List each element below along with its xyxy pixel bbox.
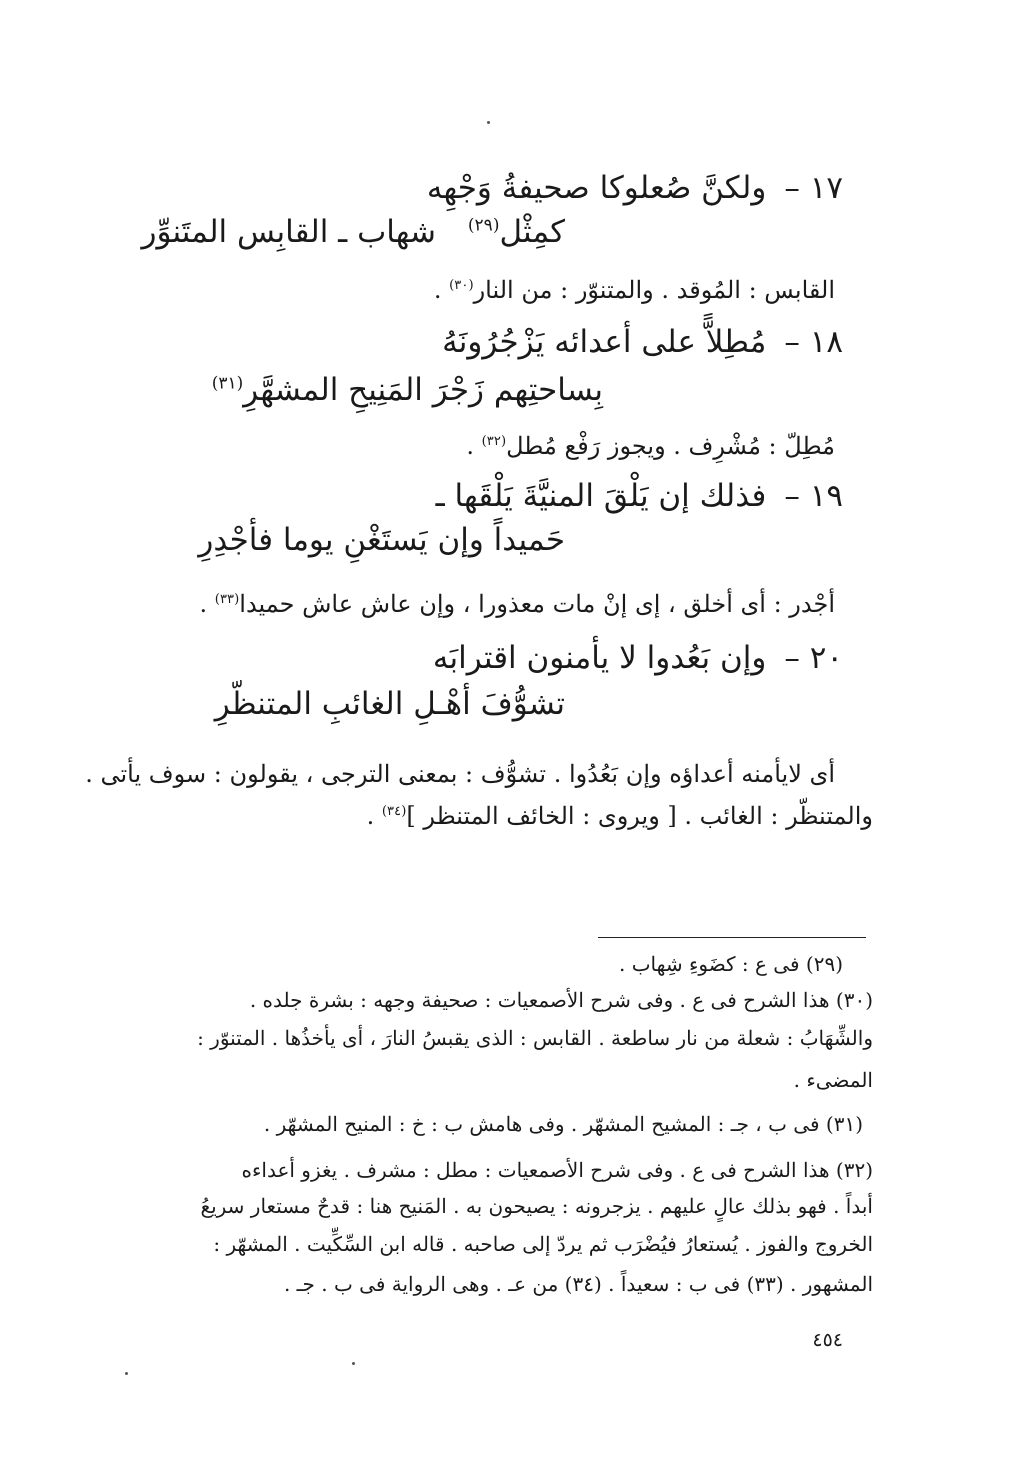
gloss-text: أجْدر : أى أخلق ، إى إنْ مات معذورا ، وإن عاش عاش حميدا (239, 590, 835, 618)
scan-speck (352, 1362, 355, 1365)
verse-text: تشوُّفَ أهْـلِ الغائبِ المتنظّرِ (214, 686, 565, 722)
footnote-32-line3: الخروج والفوز . يُستعارُ فيُضْرَب ثم يردّ إلى صاحبه . قاله ابن السِّكِّيت . المشهّر : (213, 1232, 873, 1256)
scan-speck (487, 121, 490, 124)
gloss-19 (200, 588, 835, 620)
gloss-text: . (366, 802, 375, 830)
footnote-30-line3: المضىء . (793, 1068, 873, 1092)
scan-speck (125, 1372, 128, 1375)
page-number: ٤٥٤ (812, 1329, 843, 1351)
verse-text: وإن بَعُدوا لا يأمنون اقترابَه (432, 640, 767, 676)
gloss-20-line2 (367, 800, 873, 832)
gloss-text: والمتنظّر : الغائب . [ ويروى : الخائف المتنظر ] (406, 802, 873, 830)
footnote-ref: (٣٤) (381, 804, 407, 819)
footnote-32-line1: (٣٢) هذا الشرح فى ع . وفى شرح الأصمعيات : مطل : مشرف . يغزو أعداءه (241, 1158, 873, 1182)
verse-18-line1 (442, 322, 843, 362)
gloss-text: القابس : المُوقد . والمتنوّر : من النار (473, 276, 835, 304)
gloss-20-line1 (85, 758, 835, 790)
verse-text: شهاب ـ القابِس المتَنوِّر (141, 214, 437, 250)
gloss-text: . (199, 590, 208, 618)
verse-20-line1 (433, 638, 843, 678)
footnote-ref: (٣١) (211, 373, 244, 394)
verse-number: ٢٠ – (784, 640, 843, 676)
gloss-text: . (433, 276, 442, 304)
gloss-text: . (466, 432, 474, 460)
footnote-separator (598, 937, 866, 938)
verse-19-line2 (198, 520, 565, 560)
verse-text: مُطِلاًّ على أعدائه يَزْجُرُونَهُ (442, 324, 767, 360)
footnote-29: (٢٩) فى ع : كضَوءِ شِهاب . (618, 952, 843, 976)
verse-text: كمِثْل (499, 214, 565, 250)
verse-text: ولكنَّ صُعلوكا صحيفةُ وَجْهِه (426, 170, 767, 206)
footnote-ref: (٣٠) (449, 278, 474, 293)
verse-number: ١٧ – (784, 170, 843, 206)
verse-text: فذلك إن يَلْقَ المنيَّةَ يَلْقَها ـ (435, 478, 767, 514)
verse-text: حَميداً وإن يَستَغْنِ يوما فأجْدِرِ (198, 522, 565, 558)
verse-number: ١٩ – (784, 478, 843, 514)
footnote-ref: (٣٢) (481, 434, 507, 449)
verse-number: ١٨ – (784, 324, 843, 360)
footnote-30-line2: والشِّهَابُ : شعلة من نار ساطعة . القابس : الذى يقبسُ النارَ ، أى يأخذُها . المتنوّر : (197, 1026, 873, 1050)
footnote-31: (٣١) فى ب ، جـ : المشيح المشهّر . وفى هامش ب : خ : المنيح المشهّر . (263, 1112, 863, 1136)
verse-20-line2 (215, 684, 565, 724)
verse-19-line1 (436, 476, 843, 516)
verse-text: بِساحتِهم زَجْرَ المَنِيحِ المشهَّرِ (243, 372, 603, 408)
verse-17-line1 (427, 168, 843, 208)
gloss-17 (434, 274, 835, 306)
footnote-32-line4: المشهور . (٣٣) فى ب : سعيداً . (٣٤) من عـ . وهى الرواية فى ب . جـ . (283, 1272, 873, 1296)
verse-18-line2 (212, 370, 603, 410)
gloss-18 (466, 430, 835, 462)
verse-17-line2 (141, 212, 565, 252)
gloss-text: مُطِلّ : مُشْرِف . ويجوز رَفْع مُطل (506, 432, 835, 460)
footnote-ref: (٣٣) (214, 592, 240, 607)
footnote-30-line1: (٣٠) هذا الشرح فى ع . وفى شرح الأصمعيات : صحيفة وجهه : بشرة جلده . (249, 988, 873, 1012)
gloss-text: أى لايأمنه أعداؤه وإن بَعُدُوا . تشوُّف : بمعنى الترجى ، يقولون : سوف يأتى . (85, 760, 835, 788)
footnote-ref: (٢٩) (467, 215, 500, 236)
footnote-32-line2: أبداً . فهو بذلك عالٍ عليهم . يزجرونه : يصيحون به . المَنيح هنا : قدحٌ مستعار سريعُ (200, 1194, 873, 1218)
